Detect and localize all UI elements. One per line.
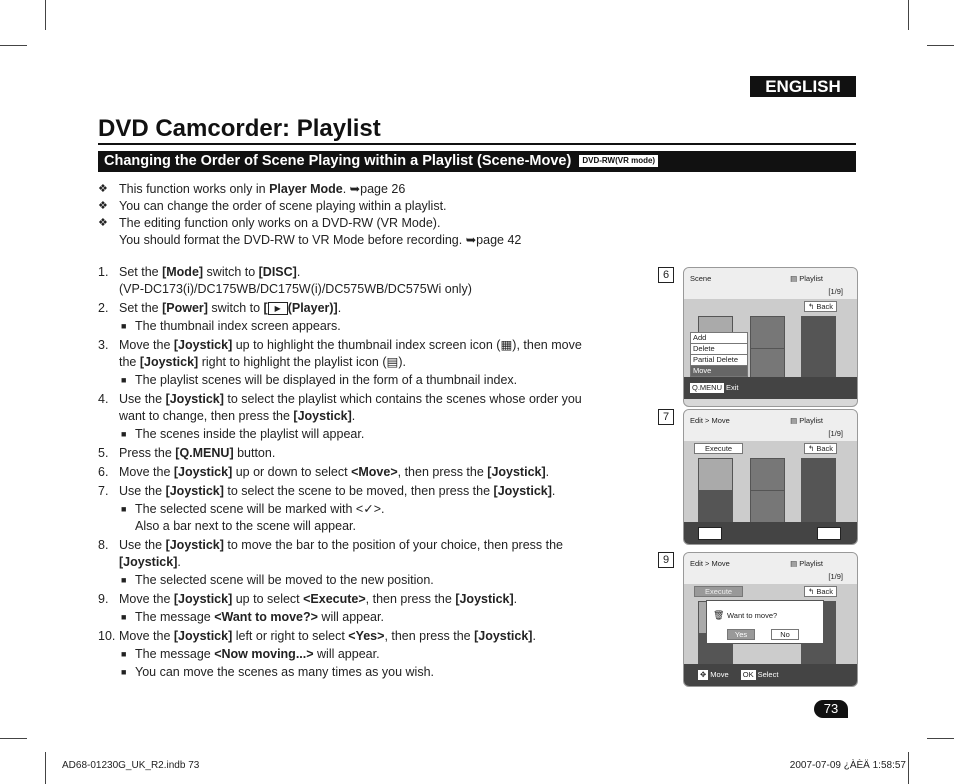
section-title: Changing the Order of Scene Playing within a Playlist (Scene-Move) xyxy=(104,153,572,169)
step-item: 5. Press the [Q.MENU] button. xyxy=(98,446,276,460)
thumbnail[interactable] xyxy=(750,316,785,351)
page-counter: [1/9] xyxy=(828,429,843,438)
crop-mark xyxy=(0,738,27,739)
square-bullet-icon: ■ xyxy=(121,667,127,677)
steps-list xyxy=(98,264,628,683)
page-counter: [1/9] xyxy=(828,287,843,296)
language-tab: ENGLISH xyxy=(750,76,856,97)
dvd-rw-badge: DVD-RW(VR mode) xyxy=(579,155,658,167)
thumbnail[interactable] xyxy=(801,458,836,493)
confirm-dialog xyxy=(706,600,824,644)
lcd-screen-9 xyxy=(683,552,858,687)
step-item: 3. Move the [Joystick] up to highlight the thumbnail index screen icon (▦), then move the [Joystick] right to highlight the playlist icon (▤). ■ The playlist scenes will be displayed in the form of a thumbnail index. xyxy=(98,338,582,387)
thumbnail[interactable] xyxy=(801,316,836,351)
menu-item-delete[interactable]: Delete xyxy=(690,343,748,355)
left-arrow-button[interactable]: ⟵ xyxy=(698,527,722,540)
crop-mark xyxy=(908,752,909,784)
thumbnail[interactable] xyxy=(698,490,733,525)
yes-button[interactable]: Yes xyxy=(727,629,755,640)
qmenu-key: Q.MENU xyxy=(692,383,722,392)
square-bullet-icon: ■ xyxy=(121,504,127,514)
step-item: 1. Set the [Mode] switch to [DISC]. (VP-DC173(i)/DC175WB/DC175W(i)/DC575WB/DC575Wi only) xyxy=(98,265,472,296)
diamond-bullet-icon: ❖ xyxy=(98,200,108,212)
back-button[interactable]: ↰ Back xyxy=(804,586,837,597)
square-bullet-icon: ■ xyxy=(121,429,127,439)
menu-item-add[interactable]: Add xyxy=(690,332,748,344)
exit-label: Exit xyxy=(726,383,739,392)
screen-header: Edit > Move xyxy=(690,416,730,425)
playlist-icon: ▤ xyxy=(386,355,399,369)
thumbnail-selected[interactable] xyxy=(698,458,733,493)
menu-item-move[interactable]: Move xyxy=(690,365,748,377)
square-bullet-icon: ■ xyxy=(121,649,127,659)
page-title: DVD Camcorder: Playlist xyxy=(98,115,381,142)
playlist-label: ▤ Playlist xyxy=(790,274,823,283)
crop-mark xyxy=(45,0,46,30)
square-bullet-icon: ■ xyxy=(121,375,127,385)
section-title-bar xyxy=(98,151,856,172)
step-item: 7. Use the [Joystick] to select the scene to be moved, then press the [Joystick]. ■ The selected scene will be marked with <✓>. Also a bar next to the scene will appear. xyxy=(98,484,556,533)
crop-mark xyxy=(927,738,954,739)
move-label: Move xyxy=(710,670,729,679)
crop-mark xyxy=(908,0,909,30)
square-bullet-icon: ■ xyxy=(121,321,127,331)
trash-icon: 🗑 xyxy=(713,610,725,620)
execute-button[interactable]: Execute xyxy=(694,443,743,454)
step-item: 9. Move the [Joystick] up to select <Execute>, then press the [Joystick]. ■ The message <Want to move?> will appear. xyxy=(98,592,518,624)
thumbnail[interactable] xyxy=(801,490,836,525)
page-counter: [1/9] xyxy=(828,572,843,581)
ok-key: OK xyxy=(742,670,754,679)
no-button[interactable]: No xyxy=(771,629,799,640)
crop-mark xyxy=(0,45,27,46)
thumbnail-grid xyxy=(684,441,857,522)
step-item: 8. Use the [Joystick] to move the bar to the position of your choice, then press the [Joystick]. ■ The selected scene will be moved to the new position. xyxy=(98,538,564,587)
playlist-label: ▤ Playlist xyxy=(790,559,823,568)
lcd-screen-6 xyxy=(683,267,858,407)
diamond-bullet-icon: ❖ xyxy=(98,217,108,229)
thumbnail-index-icon: ▦ xyxy=(500,338,513,352)
footer-timestamp: 2007-07-09 ¿ÀÈÄ 1:58:57 xyxy=(789,760,906,771)
playlist-label: ▤ Playlist xyxy=(790,416,823,425)
step-item: 2. Set the [Power] switch to [ ▶ (Player)]. ■ The thumbnail index screen appears. xyxy=(98,301,342,333)
title-divider xyxy=(98,143,856,145)
menu-item-partial-delete[interactable]: Partial Delete xyxy=(690,354,748,366)
footer-file-info: AD68-01230G_UK_R2.indb 73 xyxy=(62,760,200,771)
notes-list xyxy=(98,181,618,249)
back-button[interactable]: ↰ Back xyxy=(804,301,837,312)
thumbnail[interactable] xyxy=(750,490,785,525)
crop-mark xyxy=(45,752,46,784)
thumbnail-grid xyxy=(684,584,857,664)
right-arrow-button[interactable]: ⟶ xyxy=(817,527,841,540)
note-item: ❖ You can change the order of scene playing within a playlist. xyxy=(98,199,447,213)
screen-header: Edit > Move xyxy=(690,559,730,568)
step-item: 6. Move the [Joystick] up or down to select <Move>, then press the [Joystick]. xyxy=(98,465,550,479)
note-item: ❖ This function works only in Player Mode. ➥page 26 xyxy=(98,182,406,196)
dialog-message: Want to move? xyxy=(727,611,778,620)
back-button[interactable]: ↰ Back xyxy=(804,443,837,454)
square-bullet-icon: ■ xyxy=(121,575,127,585)
joystick-icon: ✥ xyxy=(700,670,707,679)
quick-menu xyxy=(690,333,748,377)
page-number: 73 xyxy=(814,700,848,718)
screen-number-7: 7 xyxy=(658,409,674,425)
crop-mark xyxy=(927,45,954,46)
step-item: 10. Move the [Joystick] left or right to select <Yes>, then press the [Joystick]. ■ The message <Now moving...> will appear. ■ You can move the scenes as many times as you wish. xyxy=(98,629,536,679)
diamond-bullet-icon: ❖ xyxy=(98,183,108,195)
screen-bottom-bar xyxy=(684,522,857,544)
player-mode-icon: ▶ xyxy=(268,302,288,315)
select-label: Select xyxy=(757,670,779,679)
screen-bottom-bar xyxy=(684,377,857,399)
execute-button[interactable]: Execute xyxy=(694,586,743,597)
screen-bottom-bar xyxy=(684,664,857,686)
note-item: ❖ The editing function only works on a DVD-RW (VR Mode). You should format the DVD-RW to VR Mode before recording. ➥page 42 xyxy=(98,216,522,247)
thumbnail[interactable] xyxy=(750,458,785,493)
step-item: 4. Use the [Joystick] to select the playlist which contains the scenes whose order you want to change, then press the [Joystick]. ■ The scenes inside the playlist will appear. xyxy=(98,392,582,441)
screen-number-6: 6 xyxy=(658,267,674,283)
screen-number-9: 9 xyxy=(658,552,674,568)
lcd-screen-7 xyxy=(683,409,858,545)
thumbnail-grid xyxy=(684,299,857,377)
screen-header: Scene xyxy=(690,274,712,283)
square-bullet-icon: ■ xyxy=(121,612,127,622)
